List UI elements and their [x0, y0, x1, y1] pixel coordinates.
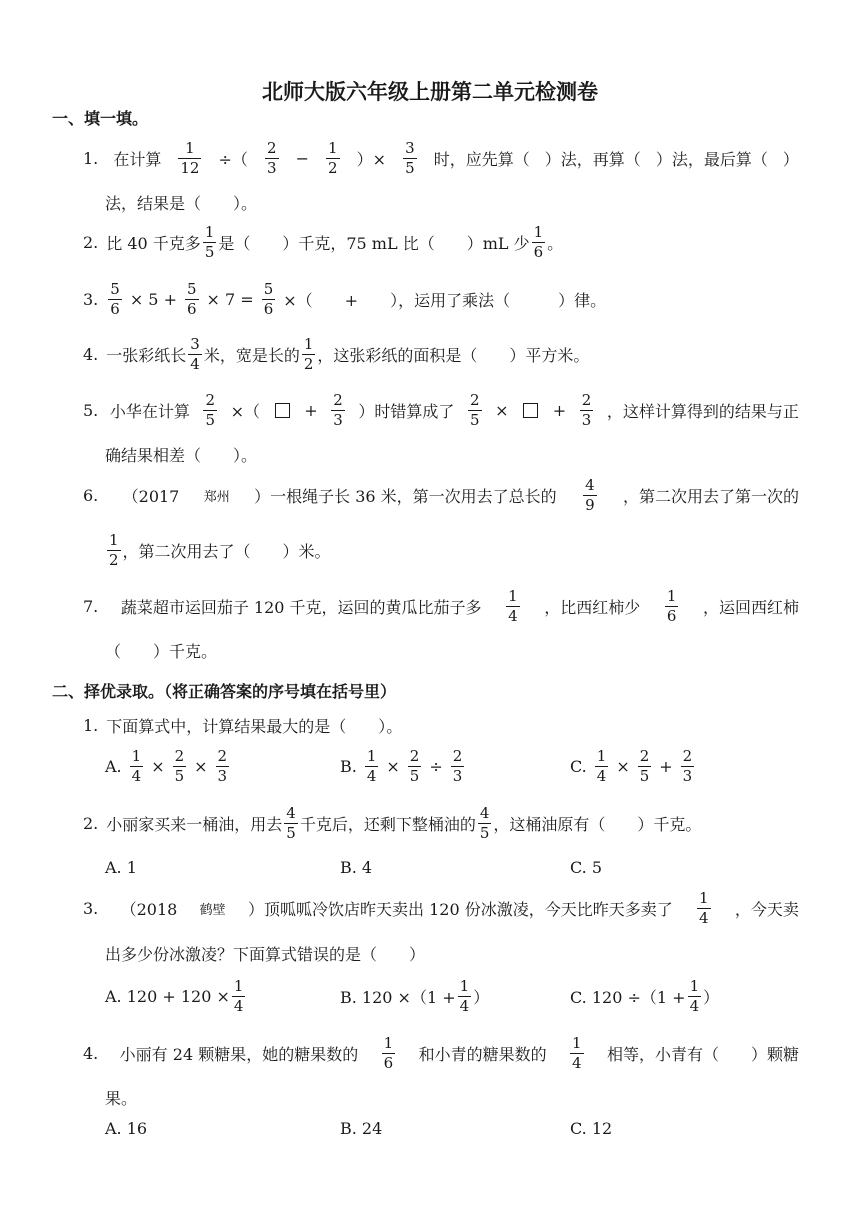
fraction: $\frac{2}{3}$: [333, 390, 343, 429]
question-1-6-continued: $\frac{1}{2}$ ，第二次用去了（ ）米。: [109, 530, 331, 569]
fraction: $\frac{1}{4}$: [508, 586, 518, 625]
option-c: C. 5: [570, 857, 603, 877]
question-1-4: 4. 一张彩纸长 $\frac{3}{4}$ 米，宽是长的 $\frac{1}{2}$ ，这张彩纸的面积是（ ）平方米。: [83, 334, 590, 373]
blank-box: [275, 403, 290, 418]
option-c: C. $\frac{1}{4}$ × $\frac{2}{5}$ + $\frac{2}{3}$: [570, 746, 693, 785]
option-a: A. $\frac{1}{4}$ × $\frac{2}{5}$ × $\frac{2}{3}$: [105, 746, 228, 785]
fraction: $\frac{5}{6}$: [110, 279, 120, 318]
blank-box: [523, 403, 538, 418]
question-2-4-continued: 果。: [105, 1088, 138, 1108]
question-2-3-continued: 出多少份冰激凌？下面算式错误的是（ ）: [105, 944, 426, 964]
fraction: $\frac{4}{9}$: [585, 475, 595, 514]
question-1-3: 3. $\frac{5}{6}$ × 5 + $\frac{5}{6}$ × 7 = $\frac{5}{6}$ ×（ + ），运用了乘法（ ）律。: [83, 279, 607, 318]
fraction: $\frac{1}{6}$: [666, 586, 677, 625]
section-1-heading: 一、填一填。: [52, 109, 149, 128]
fraction: $\frac{1}{6}$: [533, 222, 544, 261]
fraction: $\frac{1}{12}$: [180, 138, 200, 177]
question-2-1: 1. 下面算式中，计算结果最大的是（ ）。: [83, 715, 403, 736]
fraction: $\frac{3}{4}$: [190, 334, 200, 373]
fraction: $\frac{2}{5}$: [205, 390, 216, 429]
question-1-2: 2. 比 40 千克多 $\frac{1}{5}$ 是（ ）千克，75 mL 比（ ）mL 少 $\frac{1}{6}$ 。: [83, 222, 564, 261]
option-b: B. 4: [340, 857, 373, 877]
fraction: $\frac{2}{5}$: [469, 390, 480, 429]
question-1-7-continued: （ ）千克。: [105, 641, 218, 661]
question-1-7: 7. 蔬菜超市运回茄子 120 千克，运回的黄瓜比茄子多 $\frac{1}{4}$ ，比西红柿少 $\frac{1}{6}$ ，运回西红柿: [83, 586, 799, 625]
fraction: $\frac{1}{4}$: [572, 1033, 582, 1072]
fraction: $\frac{1}{2}$: [303, 334, 314, 373]
option-b: B. $\frac{1}{4}$ × $\frac{2}{5}$ ÷ $\frac{2}{3}$: [340, 746, 463, 785]
fraction: $\frac{3}{5}$: [405, 138, 415, 177]
fraction: $\frac{2}{3}$: [266, 138, 277, 177]
question-1-6: 6. （2017 郑州 ）一根绳子长 36 米，第一次用去了总长的 $\frac{4}{9}$ ，第二次用去了第一次的: [83, 475, 799, 514]
question-1-5: 5. 小华在计算 $\frac{2}{5}$ ×（ + $\frac{2}{3}$ ）时错算成了 $\frac{2}{5}$ × + $\frac{2}{3}$ ，这样计算得到的结果与正: [83, 390, 799, 429]
question-2-4: 4. 小丽有 24 颗糖果，她的糖果数的 $\frac{1}{6}$ 和小青的糖果数的 $\frac{1}{4}$ 相等，小青有（ ）颗糖: [83, 1033, 799, 1072]
question-2-3-options: [105, 974, 805, 1018]
fraction: $\frac{1}{2}$: [328, 138, 338, 177]
fraction: $\frac{4}{5}$: [479, 803, 490, 842]
option-b: B. 120 ×（1 + $\frac{1}{4}$ ）: [340, 976, 490, 1015]
fraction: $\frac{5}{6}$: [263, 279, 274, 318]
option-a: A. 1: [105, 857, 137, 877]
option-a: A. 120 + 120 × $\frac{1}{4}$: [105, 976, 244, 1015]
option-c: C. 12: [570, 1118, 613, 1138]
fraction: $\frac{1}{4}$: [699, 888, 709, 927]
question-2-1-options: [105, 744, 805, 788]
fraction: $\frac{1}{5}$: [204, 222, 215, 261]
fraction: $\frac{5}{6}$: [186, 279, 197, 318]
fraction: $\frac{4}{5}$: [286, 803, 296, 842]
question-2-2-options: [105, 845, 805, 889]
question-1-5-continued: 确结果相差（ ）。: [105, 445, 258, 465]
section-2-heading: 二、择优录取。（将正确答案的序号填在括号里）: [52, 682, 397, 701]
option-b: B. 24: [340, 1118, 383, 1138]
option-a: A. 16: [105, 1118, 148, 1138]
question-2-2: 2. 小丽家买来一桶油，用去 $\frac{4}{5}$ 千克后，还剩下整桶油的 $\frac{4}{5}$ ，这桶油原有（ ）千克。: [83, 803, 702, 842]
question-2-3: 3. （2018 鹤壁 ）顶呱呱冷饮店昨天卖出 120 份冰激凌，今天比昨天多卖了 $\frac{1}{4}$ ，今天卖: [83, 888, 799, 927]
question-2-4-options: [105, 1106, 805, 1150]
question-1-1: 1. 在计算 $\frac{1}{12}$ ÷（ $\frac{2}{3}$ − $\frac{1}{2}$ ）× $\frac{3}{5}$ 时，应先算（ ）法，再算（ ）法，最后算（ ）: [83, 138, 799, 177]
question-1-1-continued: 法，结果是（ ）。: [105, 193, 258, 213]
fraction: $\frac{1}{6}$: [383, 1033, 394, 1072]
fraction: $\frac{2}{3}$: [581, 390, 592, 429]
option-c: C. 120 ÷（1 + $\frac{1}{4}$ ）: [570, 976, 720, 1015]
fraction: $\frac{1}{2}$: [109, 530, 119, 569]
page-title: 北师大版六年级上册第二单元检测卷: [262, 80, 598, 104]
